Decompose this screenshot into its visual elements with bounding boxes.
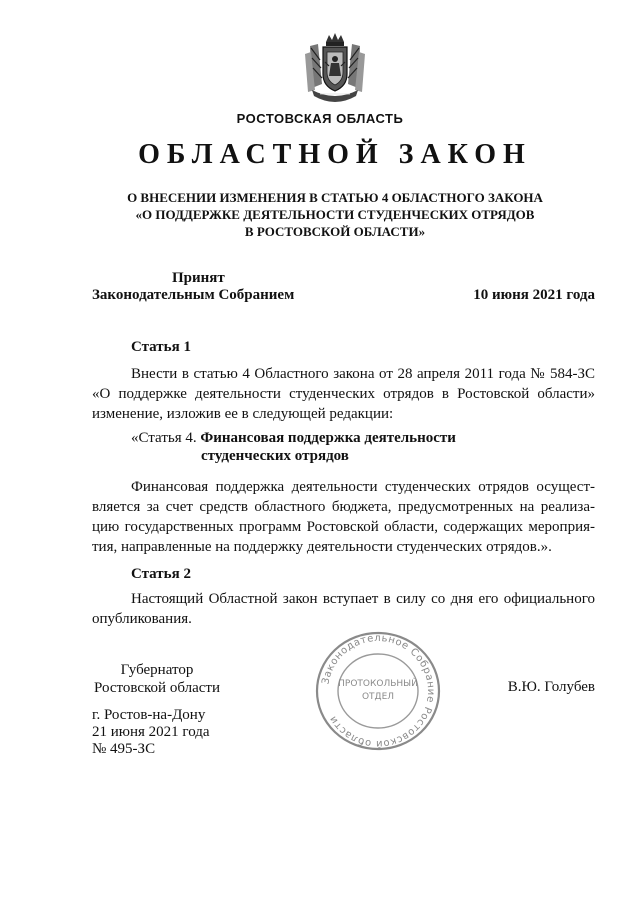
quoted-article-prefix: «Статья 4. xyxy=(131,430,201,446)
document-type-title: ОБЛАСТНОЙ ЗАКОН xyxy=(138,139,532,170)
quoted-article-title: Финансовая поддержка деятельности xyxy=(200,430,456,446)
article-2-paragraph xyxy=(92,589,595,629)
paragraph-line: Внести в статью 4 Областного закона от 28 апреля 2011 года № 584-ЗС xyxy=(131,366,595,382)
article-2-title: Статья 2 xyxy=(131,566,191,582)
paragraph-line: вляется за счет средств областного бюджета, предусмотренных на реализа- xyxy=(92,499,595,515)
paragraph-line: изменение, изложив ее в следующей редакции: xyxy=(92,406,394,422)
issue-details xyxy=(92,707,210,758)
paragraph-line: опубликования. xyxy=(92,611,192,627)
article-1-title: Статья 1 xyxy=(131,339,191,355)
official-stamp-icon xyxy=(315,631,441,751)
paragraph-line: цию государственных программ Ростовской области, содержащих мероприя- xyxy=(92,519,595,535)
quoted-article-paragraph xyxy=(92,477,595,557)
quoted-article-heading xyxy=(131,429,456,465)
quoted-article-title-continued: студенческих отрядов xyxy=(201,448,349,464)
stamp-center-line: ОТДЕЛ xyxy=(361,692,395,702)
adopting-body: Законодательным Собранием xyxy=(92,287,295,303)
issue-place: г. Ростов-на-Дону xyxy=(92,707,206,723)
stamp-ring-text: Законодательное Собрание Ростовской области xyxy=(320,632,437,750)
law-subject-line: «О ПОДДЕРЖКЕ ДЕЯТЕЛЬНОСТИ СТУДЕНЧЕСКИХ ОТРЯДОВ xyxy=(135,207,535,222)
signatory-position-line: Ростовской области xyxy=(94,680,220,696)
law-subject-line: О ВНЕСЕНИИ ИЗМЕНЕНИЯ В СТАТЬЮ 4 ОБЛАСТНОГО ЗАКОНА xyxy=(127,190,543,205)
paragraph-line: «О поддержке деятельности студенческих отрядов в Ростовской области» xyxy=(92,386,595,402)
signatory-position xyxy=(92,661,222,697)
paragraph-line: тия, направленные на поддержку деятельности студенческих отрядов.». xyxy=(92,539,552,555)
adopted-label: Принят xyxy=(172,270,225,286)
adoption-date: 10 июня 2021 года xyxy=(473,287,595,303)
paragraph-line: Финансовая поддержка деятельности студенческих отрядов осущест- xyxy=(131,479,595,495)
stamp-center-line: ПРОТОКОЛЬНЫЙ xyxy=(338,679,418,689)
paragraph-line: Настоящий Областной закон вступает в силу со дня его официального xyxy=(131,591,595,607)
issue-date: 21 июня 2021 года xyxy=(92,724,210,740)
signatory-position-line: Губернатор xyxy=(120,662,194,678)
law-subject-line: В РОСТОВСКОЙ ОБЛАСТИ» xyxy=(244,224,426,239)
signatory-name: В.Ю. Голубев xyxy=(507,679,595,695)
issue-number: № 495-ЗС xyxy=(92,741,156,757)
article-1-paragraph xyxy=(92,364,595,424)
law-subject xyxy=(0,189,640,240)
region-name: РОСТОВСКАЯ ОБЛАСТЬ xyxy=(236,111,404,126)
coat-of-arms-icon xyxy=(302,32,368,108)
